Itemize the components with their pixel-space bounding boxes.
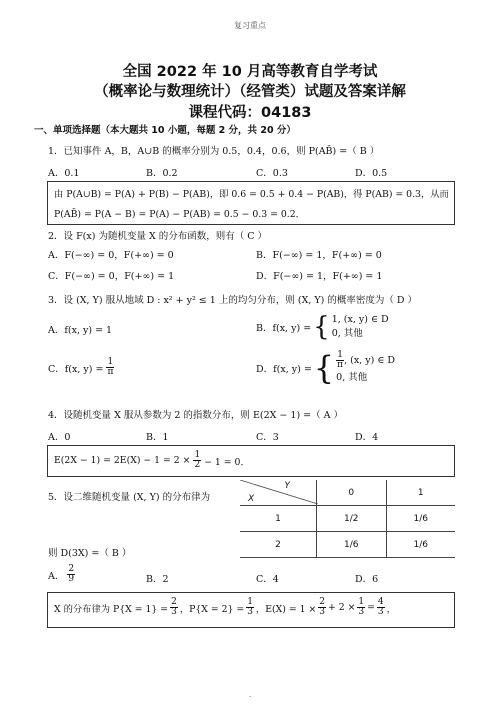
q5-explanation-part5: = [367,602,375,613]
table-col-header: 0 [317,480,386,506]
question-3-stem: 3．设 (X, Y) 服从地域 D : x² + y² ≤ 1 上的均匀分布，则 (X, Y) 的概率密度为（ D ） [48,295,418,306]
q3-option-d-label: D．f(x, y) = [256,364,312,375]
q3-option-d-denominator: π [337,360,344,370]
q3-option-b-case1: 1, (x, y) ∈ D [331,314,389,325]
table-x-label: X [248,494,255,504]
q5-explanation-part6: ， [386,603,396,615]
q5-option-a-numerator: 2 [68,564,75,574]
question-5-stem: 5．设二维随机变量 (X, Y) 的分布律为 [48,492,211,503]
table-row-header: 2 [240,532,317,558]
question-1-stem: 1．已知事件 A，B，A∪B 的概率分别为 0.5，0.4，0.6，则 P(AB̄) =（ B ） [48,146,380,157]
question-2-stem: 2．设 F(x) 为随机变量 X 的分布函数，则有（ C ） [48,231,268,242]
q4-option-d: D．4 [355,432,379,443]
q3-option-b-case2: 0, 其他 [331,328,363,339]
q5-explanation-part1: X 的分布律为 P{X = 1} = [54,603,169,615]
q5-explanation-part2: ，P{X = 2} = [179,603,245,615]
q4-explanation [54,451,250,470]
frac-numerator: 2 [171,597,177,607]
q3-option-a: A．f(x, y) = 1 [48,325,113,336]
q1-explanation-line1: 由 P(A∪B) = P(A) + P(B) − P(AB)，即 0.6 = 0.5 + 0.4 − P(AB)，得 P(AB) = 0.3，从而 [54,189,449,200]
q1-option-c: C．0.3 [256,168,288,179]
q2-option-d: D．F(−∞) = 1，F(+∞) = 1 [256,271,383,282]
q2-option-b: B．F(−∞) = 1，F(+∞) = 0 [256,250,382,261]
frac-denominator: 3 [319,607,325,617]
table-y-label: Y [284,481,291,491]
table-cell: 1/2 [317,506,386,532]
left-brace-icon: { [313,312,330,342]
q2-option-c: C．F(−∞) = 0，F(+∞) = 1 [48,271,175,282]
table-row [240,506,455,532]
q5-option-d: D．6 [355,574,379,585]
q5-option-b: B．2 [146,574,169,585]
q4-explanation-pre: E(2X − 1) = 2E(X) − 1 = 2 × [54,455,191,466]
q3-option-c-numerator: 1 [107,357,114,367]
section-heading: 一、单项选择题（本大题共 10 小题，每题 2 分，共 20 分） [34,125,296,136]
q3-option-b-label: B．f(x, y) = [256,323,312,334]
frac-numerator: 2 [319,597,325,607]
q5-explanation [54,598,396,617]
page-header: 复习重点 [234,21,266,30]
frac-denominator: 3 [247,607,253,617]
table-row-header: 1 [240,506,317,532]
q1-explanation-line2: P(AB̄) = P(A − B) = P(A) − P(AB) = 0.5 − 0.3 = 0.2． [54,209,305,220]
frac-numerator: 1 [247,597,253,607]
q3-option-d-numerator: 1 [337,350,343,360]
q5-option-a [48,565,75,584]
page-footer: . [248,690,252,699]
frac-numerator: 4 [377,597,384,607]
q4-explanation-box [47,445,455,477]
table-header-row [240,480,455,506]
frac-denominator: 3 [171,607,177,617]
q3-option-c-label: C．f(x, y) = [48,363,104,375]
exam-subtitle: （概率论与数理统计）（经管类）试题及答案详解 [94,84,406,100]
question-4-stem: 4．设随机变量 X 服从参数为 2 的指数分布，则 E(2X − 1) =（ A ） [48,410,344,421]
q4-option-b: B．1 [146,432,169,443]
q4-option-c: C．3 [256,432,279,443]
q3-option-c-denominator: π [107,367,114,377]
q5-option-a-denominator: 9 [68,574,75,584]
q3-option-d-case1-cond: , (x, y) ∈ D [344,355,395,366]
table-cell: 1/6 [317,532,386,558]
q5-option-a-label: A． [48,570,65,582]
q5-distribution-table [240,480,455,558]
exam-title: 全国 2022 年 10 月高等教育自学考试 [122,64,378,80]
q3-option-d [256,351,395,385]
table-corner-cell [240,480,317,506]
q1-option-b: B．0.2 [146,168,178,179]
q3-option-d-case2: 0, 其他 [336,372,368,383]
q1-option-a: A．0.1 [48,168,80,179]
q1-explanation-box [47,181,455,225]
q5-explanation-box [47,592,455,628]
q1-option-d: D．0.5 [355,168,388,179]
table-col-header: 1 [386,480,455,506]
question-5-ask: 则 D(3X) =（ B ） [48,548,132,559]
table-cell: 1/6 [386,506,455,532]
q5-explanation-part4: + 2 × [327,602,356,613]
q3-option-b [256,313,389,341]
table-cell: 1/6 [386,532,455,558]
table-row [240,532,455,558]
q3-option-c [48,358,114,377]
frac-numerator: 1 [358,597,365,607]
q4-option-a: A．0 [48,432,71,443]
left-brace-icon: { [313,349,335,387]
q5-option-c: C．4 [256,574,279,585]
frac-denominator: 3 [377,607,384,617]
frac-denominator: 3 [358,607,365,617]
q4-explanation-denominator: 2 [194,460,201,470]
q4-explanation-numerator: 1 [194,450,201,460]
q2-option-a: A．F(−∞) = 0，F(+∞) = 0 [48,250,174,261]
q5-explanation-part3: ，E(X) = 1 × [255,603,317,615]
q4-explanation-post: − 1 = 0． [204,456,250,468]
course-code: 课程代码：04183 [188,105,312,121]
